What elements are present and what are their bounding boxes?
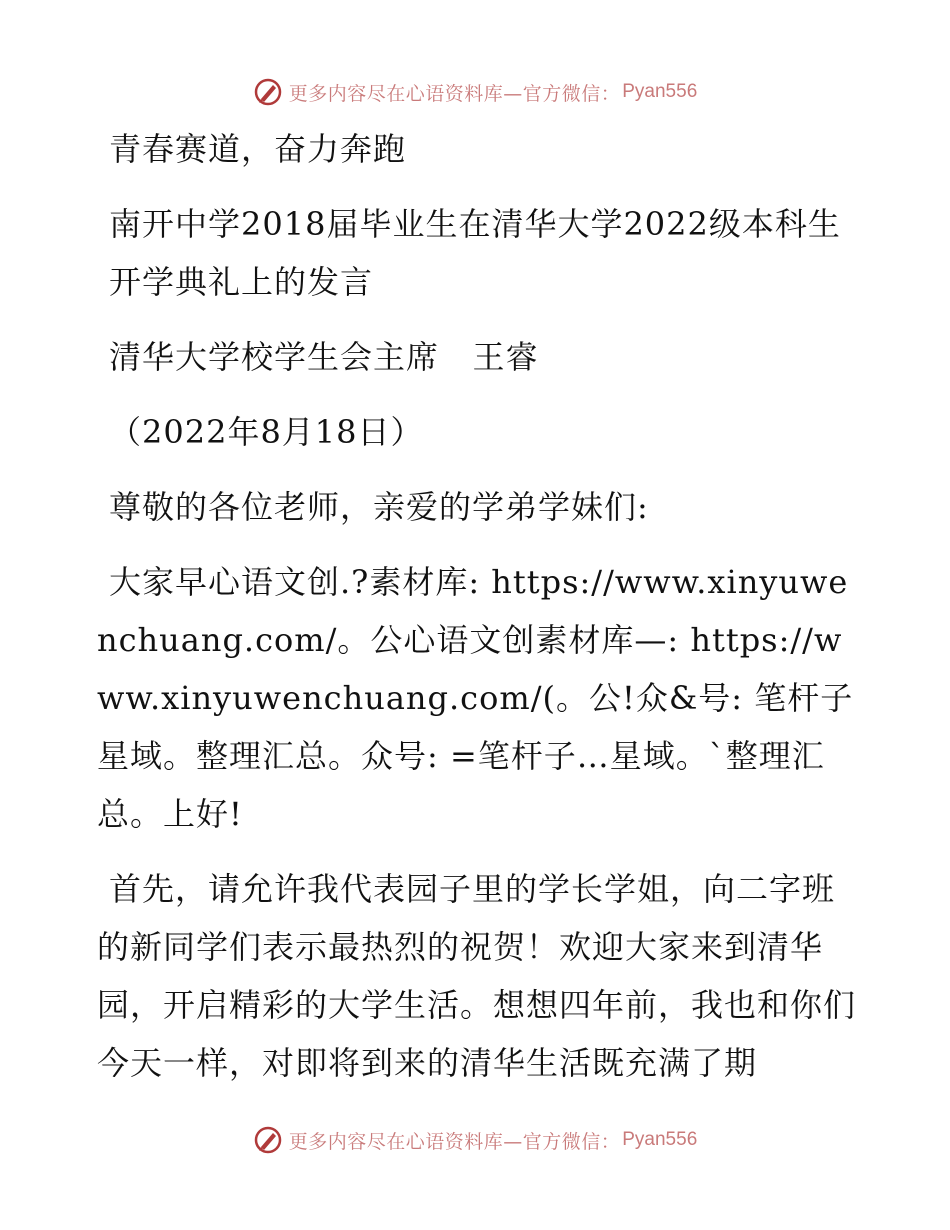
doc-greeting: 尊敬的各位老师，亲爱的学弟学妹们: <box>109 488 649 526</box>
banner-text: 更多内容尽在心语资料库—官方微信： <box>288 1130 621 1153</box>
doc-paragraph-1: 大家早心语文创.?素材库: https://www.xinyuwenchuang.com/。公心语文创素材库—: https://www.xinyuwenchuang.com/(。公!众&号: 笔杆子星域。整理汇总。众号: =笔杆子…星域。`整理汇总。上好! <box>97 563 854 833</box>
pen-logo-icon <box>253 1125 283 1155</box>
doc-author: 清华大学校学生会主席 王睿 <box>109 338 539 376</box>
doc-subtitle: 南开中学2018届毕业生在清华大学2022级本科生开学典礼上的发言 <box>109 205 841 301</box>
header-banner <box>0 72 950 112</box>
doc-paragraph-2: 首先，请允许我代表园子里的学长学姐，向二字班的新同学们表示最热烈的祝贺！欢迎大家来到清华园，开启精彩的大学生活。想想四年前，我也和你们今天一样，对即将到来的清华生活既充满了期 <box>97 870 857 1082</box>
banner-wechat-id: Pyan556 <box>622 81 698 102</box>
doc-date: （2022年8月18日） <box>109 413 424 451</box>
banner-text: 更多内容尽在心语资料库—官方微信： <box>288 82 621 105</box>
document-body <box>97 120 857 1092</box>
pen-logo-icon <box>253 77 283 107</box>
footer-banner <box>0 1120 950 1160</box>
banner-wechat-id: Pyan556 <box>622 1129 698 1150</box>
doc-title: 青春赛道，奋力奔跑 <box>109 130 407 168</box>
